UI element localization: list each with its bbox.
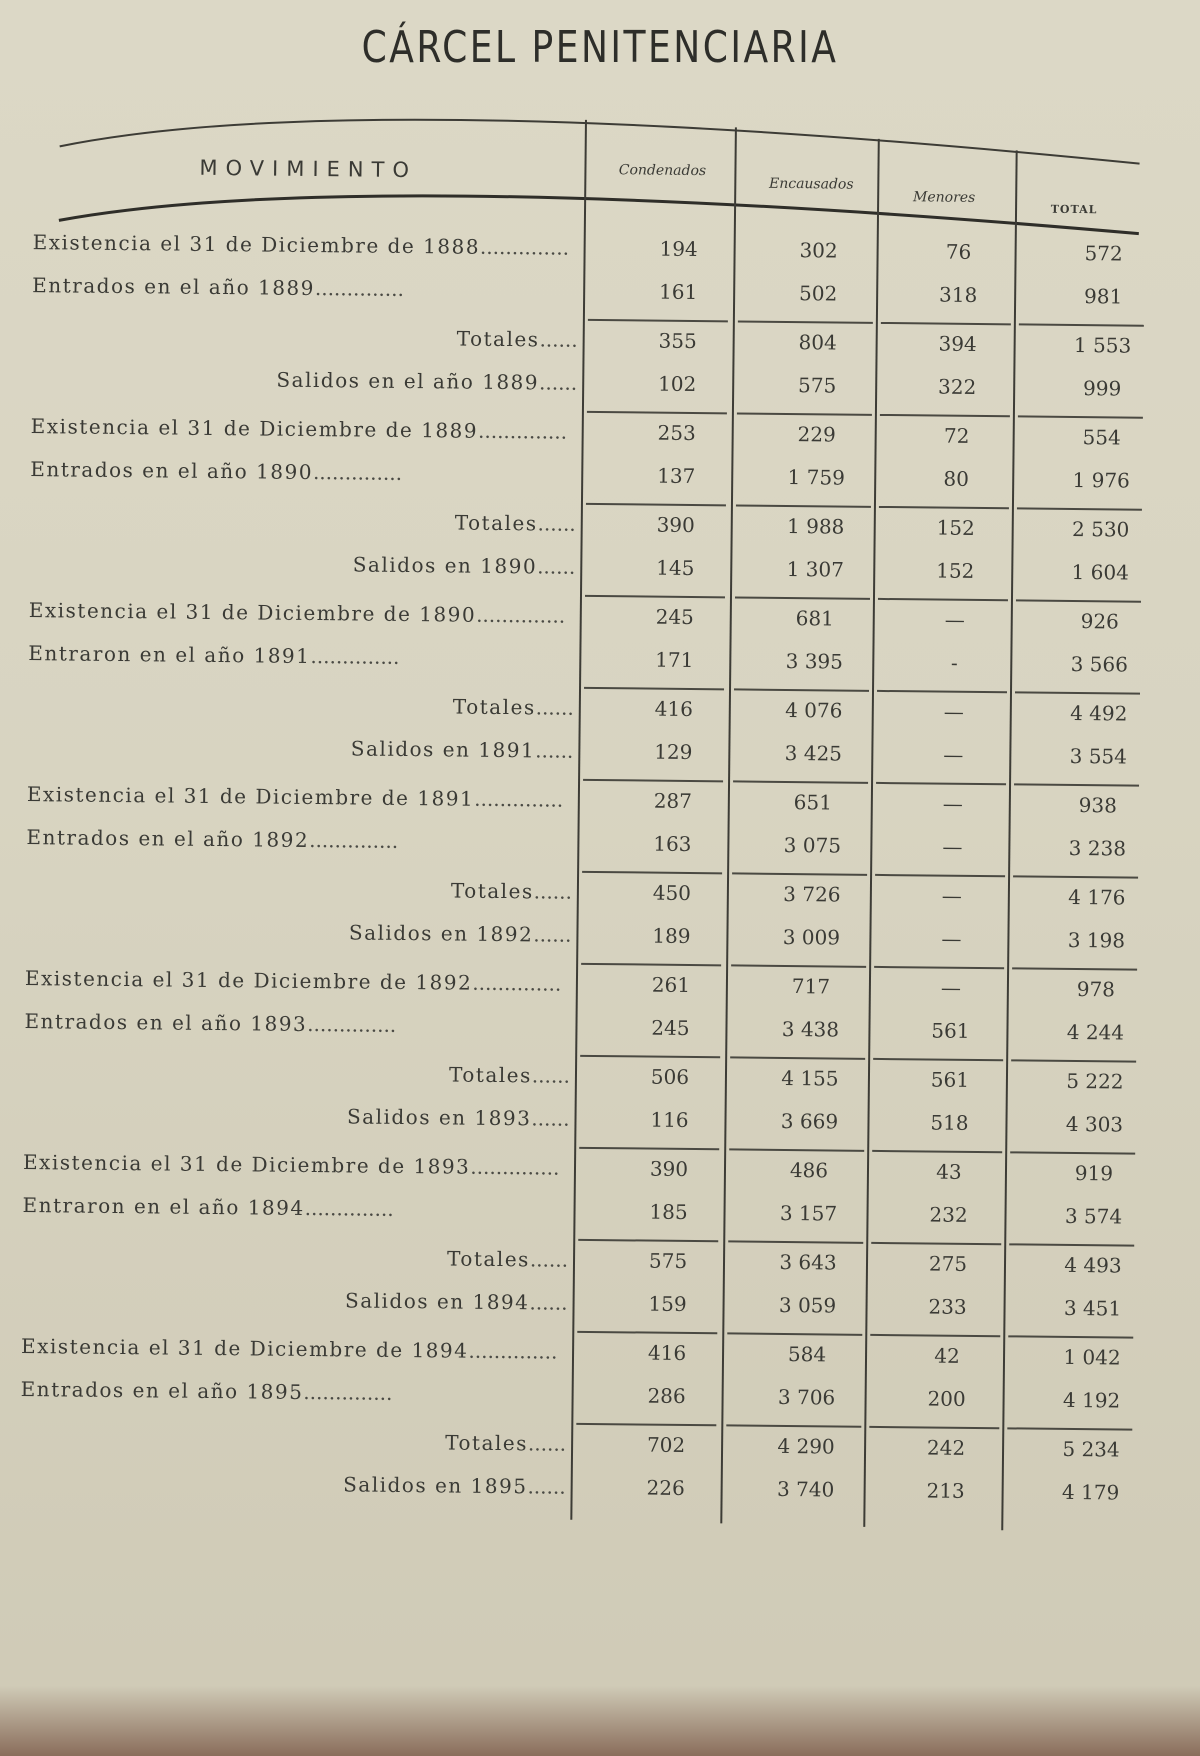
sum-rule <box>1010 1151 1135 1154</box>
sum-rule <box>869 1426 999 1429</box>
cell-menores: - <box>950 650 958 675</box>
row-label-text: Existencia el 31 de Diciembre de 1892 <box>24 966 473 995</box>
row-label <box>343 1472 566 1498</box>
row-label <box>23 1150 560 1180</box>
cell-encausados: 575 <box>797 373 837 398</box>
cell-encausados: 1 307 <box>786 556 845 582</box>
sum-rule <box>578 1239 718 1242</box>
row-label-text: Entrados en el año 1889 <box>32 273 316 301</box>
header-menores: Menores <box>912 189 976 206</box>
sum-rule <box>874 966 1004 969</box>
cell-condenados: 575 <box>648 1248 688 1273</box>
row-label <box>451 878 572 903</box>
row-label <box>27 782 564 812</box>
cell-total: 4 493 <box>1064 1252 1122 1278</box>
cell-total: 554 <box>1082 425 1121 450</box>
sum-rule <box>734 688 869 691</box>
table-row <box>0 1469 1186 1522</box>
cell-encausados: 717 <box>791 974 831 999</box>
cell-menores: — <box>943 742 964 767</box>
sum-rule <box>580 1055 720 1058</box>
movement-table <box>0 112 1200 1704</box>
cell-menores: 43 <box>936 1159 962 1184</box>
sum-rule <box>576 1423 716 1426</box>
cell-encausados: 3 643 <box>779 1249 837 1275</box>
cell-menores: 394 <box>938 331 977 356</box>
cell-menores: 232 <box>929 1202 968 1227</box>
cell-total: 1 553 <box>1073 332 1132 358</box>
row-label <box>21 1377 393 1405</box>
row-label-text: Existencia el 31 de Diciembre de 1891 <box>26 782 475 811</box>
leader-dots: ...... <box>531 1106 570 1131</box>
sum-rule <box>583 779 723 782</box>
cell-encausados: 3 395 <box>785 648 844 674</box>
table-row <box>0 1101 1190 1154</box>
row-label-text: Salidos en el año 1889 <box>276 367 540 395</box>
leader-dots: .............. <box>312 460 403 485</box>
sum-rule <box>588 319 728 322</box>
sum-rule <box>880 414 1010 417</box>
sum-rule <box>727 1332 862 1335</box>
cell-condenados: 390 <box>656 512 695 538</box>
cell-encausados: 1 759 <box>787 464 845 490</box>
row-label <box>30 457 402 485</box>
cell-condenados: 355 <box>658 328 697 354</box>
leader-dots: ...... <box>535 738 574 763</box>
row-label <box>447 1246 568 1271</box>
leader-dots: ...... <box>537 554 576 579</box>
row-label-text: Salidos en 1894 <box>344 1288 530 1315</box>
cell-encausados: 229 <box>797 422 836 447</box>
row-label-text: Existencia el 31 de Diciembre de 1889 <box>30 414 479 443</box>
row-label <box>31 414 568 444</box>
row-label <box>25 966 562 996</box>
row-label-text: Entraron en el año 1894 <box>22 1193 305 1220</box>
cell-total: 3 451 <box>1063 1295 1122 1321</box>
cell-menores: 561 <box>930 1067 970 1092</box>
cell-encausados: 3 059 <box>778 1292 837 1318</box>
row-label-text: Existencia el 31 de Diciembre de 1890 <box>28 598 477 627</box>
cell-total: 978 <box>1076 977 1116 1002</box>
cell-condenados: 194 <box>659 236 698 262</box>
sum-rule <box>1017 507 1142 510</box>
row-label <box>455 511 576 536</box>
cell-total: 3 238 <box>1068 835 1127 861</box>
cell-menores: 152 <box>936 558 975 583</box>
cell-total: 5 234 <box>1062 1436 1120 1462</box>
cell-menores: — <box>941 926 962 951</box>
row-label <box>22 1193 393 1221</box>
row-label <box>347 1104 570 1130</box>
leader-dots: ...... <box>527 1431 567 1456</box>
cell-menores: — <box>942 791 963 816</box>
cell-menores: — <box>944 607 965 632</box>
cell-encausados: 502 <box>798 281 838 306</box>
leader-dots: ...... <box>533 879 573 904</box>
cell-condenados: 116 <box>650 1107 689 1132</box>
leader-dots: .............. <box>307 1011 397 1037</box>
leader-dots: .............. <box>479 234 570 260</box>
leader-dots: ...... <box>529 1290 568 1315</box>
sum-rule <box>581 963 721 966</box>
leader-dots: .............. <box>477 418 568 444</box>
sum-rule <box>582 871 722 874</box>
leader-dots: ...... <box>539 327 578 352</box>
header-movimiento: MOVIMIENTO <box>199 155 418 183</box>
row-label <box>24 1009 396 1037</box>
cell-menores: — <box>941 883 963 908</box>
leader-dots: .............. <box>303 1379 393 1405</box>
sum-rule <box>732 872 867 875</box>
row-label <box>33 230 570 260</box>
sum-rule <box>735 596 870 599</box>
row-label-text: Salidos en 1893 <box>346 1104 532 1131</box>
cell-condenados: 137 <box>657 463 696 489</box>
table-row <box>0 457 1196 510</box>
sum-rule <box>881 322 1011 325</box>
cell-total: 3 574 <box>1064 1203 1123 1229</box>
header-encausados: Encausados <box>768 175 854 193</box>
cell-total: 2 530 <box>1071 516 1130 542</box>
row-label <box>28 641 399 669</box>
row-label-text: Totales <box>445 1430 529 1456</box>
sum-rule <box>731 964 866 967</box>
cell-condenados: 416 <box>654 696 694 722</box>
row-label-text: Totales <box>454 510 538 536</box>
row-label <box>345 1288 568 1314</box>
row-label <box>276 368 577 395</box>
row-label-text: Existencia el 31 de Diciembre de 1894 <box>20 1334 469 1363</box>
table-row <box>0 1193 1189 1246</box>
sum-rule <box>728 1240 863 1243</box>
cell-total: 1 604 <box>1071 559 1130 585</box>
row-label-text: Totales <box>448 1062 532 1088</box>
row-label <box>29 598 566 628</box>
row-label <box>445 1430 566 1455</box>
cell-total: 981 <box>1083 284 1123 309</box>
cell-encausados: 3 740 <box>776 1476 835 1502</box>
table-row <box>0 365 1197 418</box>
leader-dots: ...... <box>529 1247 569 1272</box>
sum-rule <box>875 874 1005 877</box>
cell-total: 926 <box>1080 609 1119 634</box>
cell-menores: 76 <box>945 239 972 264</box>
cell-total: 572 <box>1084 241 1123 266</box>
cell-total: 919 <box>1074 1161 1114 1186</box>
table-row <box>0 825 1193 878</box>
row-label-text: Entraron en el año 1891 <box>28 641 311 668</box>
row-label-text: Existencia el 31 de Diciembre de 1888 <box>32 230 481 259</box>
row-label-text: Salidos en 1895 <box>343 1472 528 1499</box>
cell-total: 4 192 <box>1062 1387 1121 1413</box>
sum-rule <box>729 1148 864 1151</box>
sum-rule <box>736 504 871 507</box>
row-label-text: Totales <box>452 694 536 720</box>
cell-condenados: 189 <box>652 923 691 948</box>
row-label-text: Salidos en 1890 <box>352 552 538 579</box>
row-label-text: Totales <box>456 326 540 352</box>
cell-menores: 318 <box>938 282 978 307</box>
sum-rule <box>579 1147 719 1150</box>
cell-menores: 242 <box>926 1435 966 1460</box>
cell-encausados: 3 726 <box>783 881 841 907</box>
sum-rule <box>1008 1335 1133 1338</box>
cell-menores: — <box>940 975 962 1000</box>
header-total: TOTAL <box>1050 202 1098 217</box>
table-row <box>0 733 1193 786</box>
table-row <box>0 641 1194 694</box>
cell-condenados: 506 <box>650 1064 690 1089</box>
sum-rule <box>873 1058 1003 1061</box>
cell-condenados: 245 <box>655 604 694 630</box>
sum-rule <box>1007 1427 1132 1430</box>
cell-menores: 200 <box>927 1386 966 1411</box>
cell-condenados: 416 <box>647 1340 687 1365</box>
sum-rule <box>872 1150 1002 1153</box>
row-label <box>351 736 574 762</box>
row-label-text: Salidos en 1891 <box>350 736 536 763</box>
page-title: CÁRCEL PENITENCIARIA <box>361 22 839 73</box>
row-label-text: Entrados en el año 1890 <box>30 457 314 485</box>
cell-encausados: 3 157 <box>779 1200 838 1226</box>
sum-rule <box>1015 691 1140 694</box>
cell-condenados: 159 <box>648 1291 687 1316</box>
sum-rule <box>1018 415 1143 418</box>
cell-menores: 42 <box>934 1343 960 1368</box>
sum-rule <box>726 1424 861 1427</box>
leader-dots: ...... <box>527 1474 566 1499</box>
cell-total: 5 222 <box>1066 1068 1124 1094</box>
leader-dots: .............. <box>470 1154 560 1180</box>
cell-menores: 80 <box>943 466 970 491</box>
table-row <box>0 273 1198 326</box>
sum-rule <box>1011 1059 1136 1062</box>
cell-condenados: 450 <box>652 880 692 905</box>
cell-encausados: 3 438 <box>781 1016 840 1042</box>
sum-rule <box>1013 875 1138 878</box>
table-row <box>0 1009 1191 1062</box>
leader-dots: ...... <box>538 370 578 395</box>
table-row <box>0 917 1192 970</box>
header-condenados: Condenados <box>618 162 707 180</box>
cell-total: 4 492 <box>1070 700 1128 726</box>
cell-total: 938 <box>1078 793 1118 818</box>
cell-total: 3 566 <box>1070 651 1129 677</box>
leader-dots: .............. <box>468 1338 558 1364</box>
cell-encausados: 4 076 <box>785 697 843 723</box>
row-label <box>21 1334 558 1364</box>
sum-rule <box>1012 967 1137 970</box>
sum-rule <box>587 411 727 414</box>
sum-rule <box>1019 323 1144 326</box>
cell-encausados: 3 009 <box>782 924 841 950</box>
row-label <box>32 273 404 301</box>
row-label <box>26 825 398 853</box>
cell-encausados: 3 075 <box>783 832 842 858</box>
sum-rule <box>577 1331 717 1334</box>
leader-dots: .............. <box>474 786 564 812</box>
sum-rule <box>1016 599 1141 602</box>
row-label-text: Totales <box>446 1246 531 1272</box>
sum-rule <box>584 687 724 690</box>
cell-menores: — <box>943 699 964 724</box>
leader-dots: .............. <box>314 276 405 301</box>
cell-total: 3 198 <box>1067 927 1126 953</box>
sum-rule <box>879 506 1009 509</box>
cell-total: 999 <box>1082 376 1122 401</box>
leader-dots: .............. <box>476 602 566 628</box>
cell-condenados: 702 <box>646 1432 686 1457</box>
cell-condenados: 161 <box>658 279 698 305</box>
sum-rule <box>877 690 1007 693</box>
leader-dots: .............. <box>472 970 562 996</box>
sum-rule <box>876 782 1006 785</box>
cell-menores: 213 <box>926 1478 965 1503</box>
sum-rule <box>737 412 872 415</box>
sum-rule <box>585 595 725 598</box>
cell-encausados: 804 <box>798 330 837 355</box>
table-row <box>0 1377 1187 1430</box>
row-label-text: Entrados en el año 1893 <box>24 1009 308 1036</box>
row-label <box>449 1062 570 1087</box>
cell-encausados: 4 155 <box>781 1065 839 1091</box>
cell-total: 1 042 <box>1063 1344 1121 1370</box>
cell-total: 4 176 <box>1068 884 1126 910</box>
cell-condenados: 163 <box>653 831 692 856</box>
sum-rule <box>878 598 1008 601</box>
cell-encausados: 3 706 <box>777 1384 836 1410</box>
sum-rule <box>1014 783 1139 786</box>
cell-condenados: 102 <box>658 371 697 397</box>
row-label-text: Existencia el 31 de Diciembre de 1893 <box>22 1150 471 1179</box>
cell-condenados: 390 <box>649 1156 689 1181</box>
cell-menores: 72 <box>943 423 970 448</box>
cell-menores: 518 <box>930 1110 969 1135</box>
sum-rule <box>738 320 873 323</box>
cell-encausados: 3 425 <box>784 740 843 766</box>
leader-dots: .............. <box>310 643 400 669</box>
row-label-text: Salidos en 1892 <box>348 920 534 947</box>
cell-menores: 233 <box>928 1294 967 1319</box>
cell-encausados: 681 <box>795 606 834 631</box>
cell-menores: 561 <box>931 1018 970 1043</box>
cell-condenados: 245 <box>651 1015 690 1040</box>
row-label-text: Totales <box>450 878 534 904</box>
leader-dots: ...... <box>535 695 574 720</box>
leader-dots: .............. <box>304 1195 394 1221</box>
table-row <box>0 549 1195 602</box>
cell-menores: — <box>942 834 963 859</box>
cell-condenados: 145 <box>656 555 695 581</box>
cell-encausados: 584 <box>787 1342 827 1367</box>
row-label-text: Entrados en el año 1892 <box>26 825 310 852</box>
row-label-text: Entrados en el año 1895 <box>20 1377 304 1404</box>
cell-condenados: 261 <box>651 972 691 997</box>
cell-encausados: 1 988 <box>786 513 845 539</box>
row-label <box>453 694 574 719</box>
leader-dots: ...... <box>537 511 576 536</box>
cell-total: 4 244 <box>1066 1019 1125 1045</box>
table-row <box>0 1285 1188 1338</box>
sum-rule <box>730 1056 865 1059</box>
cell-condenados: 286 <box>647 1383 686 1408</box>
sum-rule <box>733 780 868 783</box>
sum-rule <box>1009 1243 1134 1246</box>
cell-total: 3 554 <box>1069 743 1128 769</box>
row-label <box>457 327 578 352</box>
row-label <box>349 920 572 946</box>
cell-total: 4 303 <box>1065 1111 1124 1137</box>
sum-rule <box>586 503 726 506</box>
cell-condenados: 287 <box>653 788 693 813</box>
row-label <box>353 552 576 578</box>
cell-condenados: 226 <box>646 1475 685 1500</box>
cell-condenados: 185 <box>649 1199 688 1224</box>
cell-menores: 275 <box>928 1251 968 1276</box>
cell-menores: 322 <box>937 374 977 399</box>
leader-dots: ...... <box>531 1063 571 1088</box>
leader-dots: ...... <box>533 922 572 947</box>
cell-condenados: 129 <box>654 739 693 765</box>
cell-menores: 152 <box>936 515 975 540</box>
sum-rule <box>871 1242 1001 1245</box>
cell-encausados: 4 290 <box>777 1433 835 1459</box>
cell-condenados: 253 <box>657 420 696 446</box>
cell-total: 1 976 <box>1072 467 1130 493</box>
cell-condenados: 171 <box>655 647 694 673</box>
cell-encausados: 3 669 <box>780 1108 839 1134</box>
leader-dots: .............. <box>309 827 399 853</box>
sum-rule <box>870 1334 1000 1337</box>
cell-total: 4 179 <box>1061 1479 1120 1505</box>
cell-encausados: 302 <box>799 238 838 263</box>
cell-encausados: 486 <box>789 1158 829 1183</box>
cell-encausados: 651 <box>793 790 833 815</box>
